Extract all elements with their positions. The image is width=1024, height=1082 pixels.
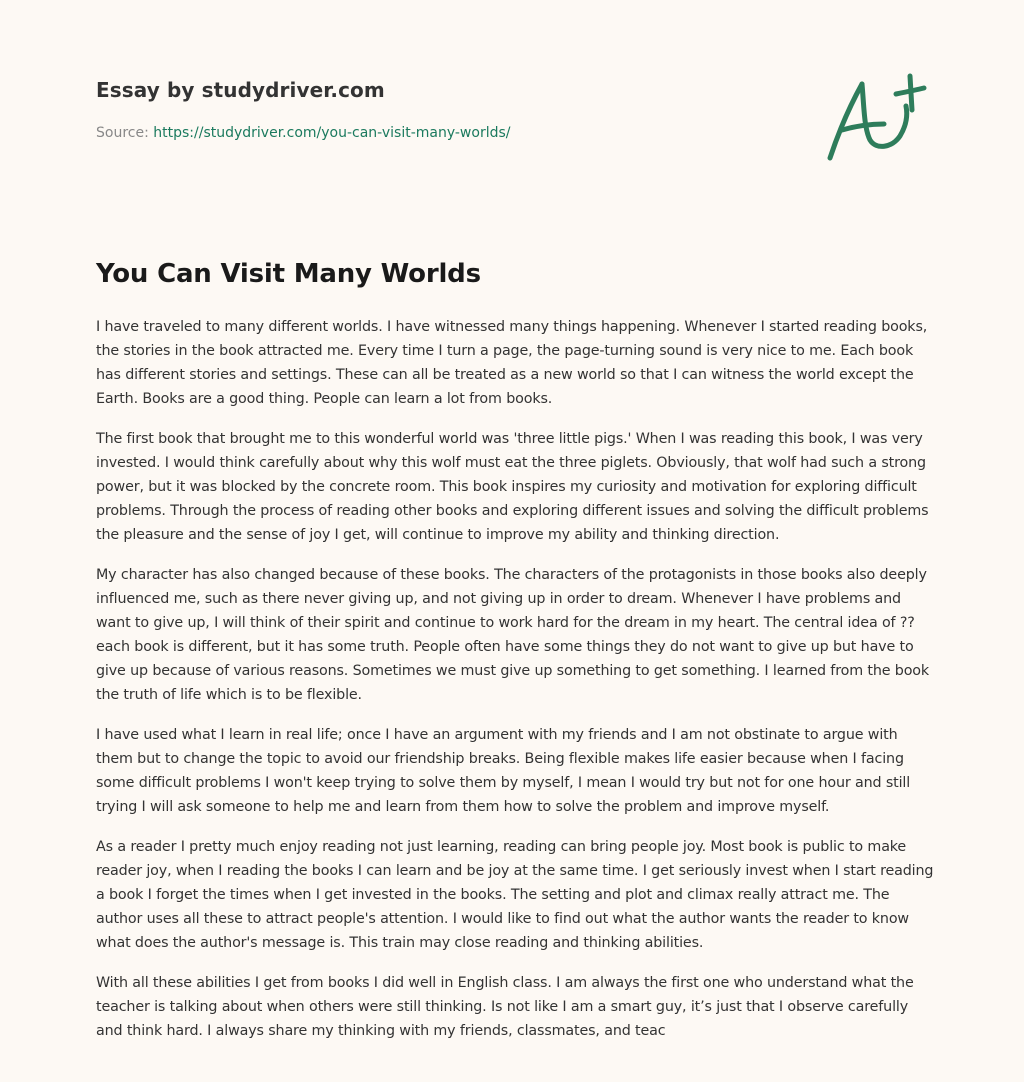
source-link[interactable]: https://studydriver.com/you-can-visit-many-worlds/ — [153, 125, 511, 141]
essay-title: You Can Visit Many Worlds — [96, 259, 481, 289]
site-header — [96, 76, 936, 141]
source-label: Source: — [96, 125, 154, 141]
a-plus-grade-icon — [820, 66, 930, 166]
essay-paragraph: I have traveled to many different worlds. I have witnessed many things happening. Whenever I started reading books, the stories in the book attracted me. Every time I turn a page, the page-turning sound is very nice to me. Each book has different stories and settings. These can all be treated as a new world so that I can witness the world except the Earth. Books are a good thing. People can learn a lot from books. — [96, 319, 928, 407]
essay-body — [96, 315, 936, 1059]
brand-title: Essay by studydriver.com — [96, 78, 385, 102]
essay-paragraph: With all these abilities I get from books I did well in English class. I am always the first one who understand what the teacher is talking about when others were still thinking. Is not like I am a smart guy, it’s just that I observe carefully and think hard. I always share my thinking with my friends, classmates, and teac — [96, 975, 914, 1039]
essay-paragraph: The first book that brought me to this wonderful world was 'three little pigs.' When I was reading this book, I was very invested. I would think carefully about why this wolf must eat the three piglets. Obviously, that wolf had such a strong power, but it was blocked by the concrete room. This book inspires my curiosity and motivation for exploring difficult problems. Through the process of reading other books and exploring different issues and solving the difficult problems the pleasure and the sense of joy I get, will continue to improve my ability and thinking direction. — [96, 431, 929, 543]
essay-paragraph: As a reader I pretty much enjoy reading not just learning, reading can bring people joy. Most book is public to make reader joy, when I reading the books I can learn and be joy at the same time. I get seriously invest when I start reading a book I forget the times when I get invested in the books. The setting and plot and climax really attract me. The author uses all these to attract people's attention. I would like to find out what the author wants the reader to know what does the author's message is. This train may close reading and thinking abilities. — [96, 839, 934, 951]
source-line — [96, 123, 510, 143]
essay-paragraph: I have used what I learn in real life; once I have an argument with my friends and I am not obstinate to argue with them but to change the topic to avoid our friendship breaks. Being flexible makes life easier because when I facing some difficult problems I won't keep trying to solve them by myself, I mean I would try but not for one hour and still trying I will ask someone to help me and learn from them how to solve the problem and improve myself. — [96, 727, 911, 815]
essay-paragraph: My character has also changed because of these books. The characters of the protagonists in those books also deeply influenced me, such as there never giving up, and not giving up in order to dream. Whenever I have problems and want to give up, I will think of their spirit and continue to work hard for the dream in my heart. The central idea of ??each book is different, but it has some truth. People often have some things they do not want to give up but have to give up because of various reasons. Sometimes we must give up something to get something. I learned from the book the truth of life which is to be flexible. — [96, 567, 930, 703]
